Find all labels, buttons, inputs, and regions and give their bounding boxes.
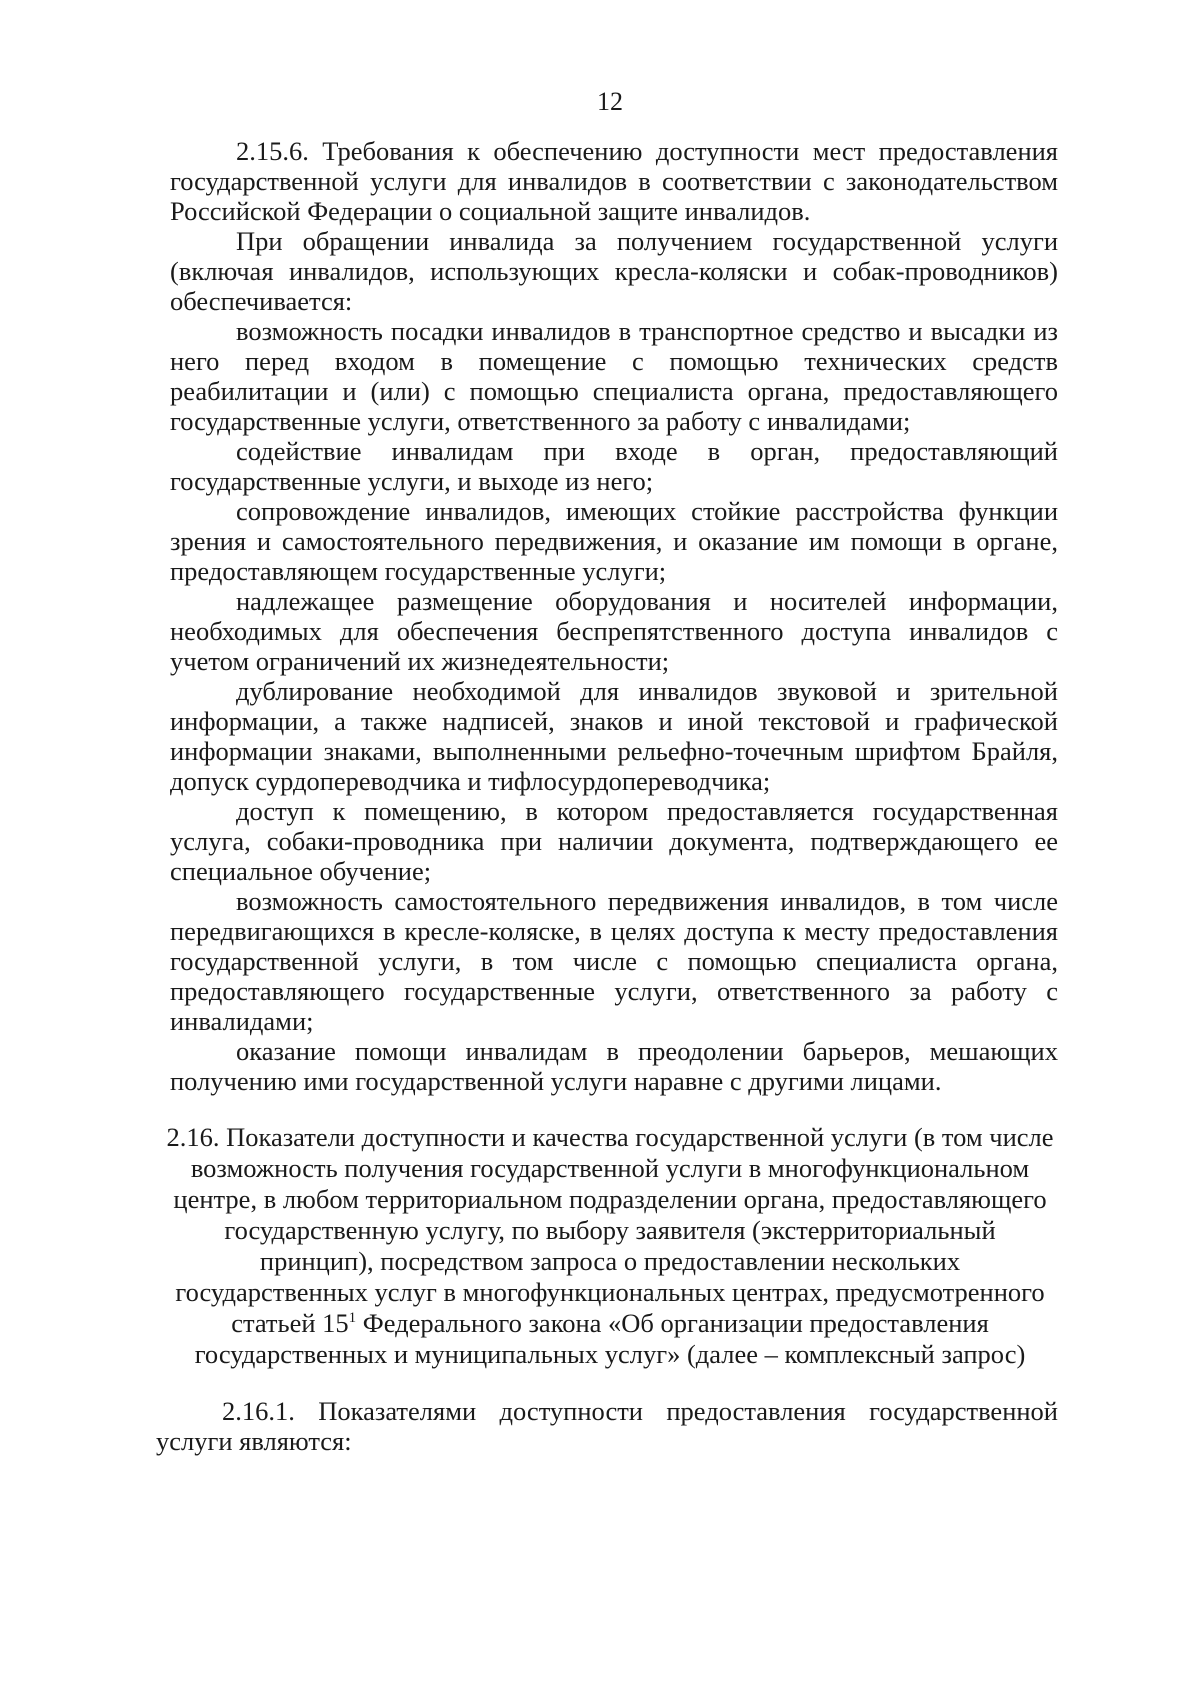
list-item: возможность посадки инвалидов в транспортное средство и высадки из него перед входом в помещение с помощью технических средств реабилитации и (или) с помощью специалиста органа, предоставляющего государственные услуги, ответственного за работу с инвалидами;: [170, 316, 1058, 436]
list-item: дублирование необходимой для инвалидов звуковой и зрительной информации, а также надписей, знаков и иной текстовой и графической информации знаками, выполненными рельефно-точечным шрифтом Брайля, допуск сурдопереводчика и тифлосурдопереводчика;: [170, 676, 1058, 796]
list-item: доступ к помещению, в котором предоставляется государственная услуга, собаки-проводника при наличии документа, подтверждающего ее специальное обучение;: [170, 796, 1058, 886]
list-item: сопровождение инвалидов, имеющих стойкие расстройства функции зрения и самостоятельного передвижения, и оказание им помощи в органе, предоставляющем государственные услуги;: [170, 496, 1058, 586]
section-2-15-6-title: 2.15.6. Требования к обеспечению доступности мест предоставления государственной услуги для инвалидов в соответствии с законодательством Российской Федерации о социальной защите инвалидов.: [170, 136, 1058, 226]
article-superscript: 1: [348, 1310, 357, 1327]
section-2-16-heading-text: 2.16. Показатели доступности и качества государственной услуги (в том числе возможность получения государственной услуги в многофункциональном центре, в любом территориальном подразделении органа, предоставляющего государственную услугу, по выбору заявителя (экстерриториальный принцип), посредством запроса о предоставлении нескольких государственных услуг в многофункциональных центрах, предусмотренного статьей 15: [166, 1122, 1054, 1338]
section-2-16-heading: [162, 1122, 1058, 1370]
document-body: [156, 136, 1058, 1456]
list-item: оказание помощи инвалидам в преодолении барьеров, мешающих получению ими государственной услуги наравне с другими лицами.: [170, 1036, 1058, 1096]
list-item: надлежащее размещение оборудования и носителей информации, необходимых для обеспечения беспрепятственного доступа инвалидов с учетом ограничений их жизнедеятельности;: [170, 586, 1058, 676]
list-item: возможность самостоятельного передвижения инвалидов, в том числе передвигающихся в кресле-коляске, в целях доступа к месту предоставления государственной услуги, в том числе с помощью специалиста органа, предоставляющего государственные услуги, ответственного за работу с инвалидами;: [170, 886, 1058, 1036]
section-2-15-6-intro: При обращении инвалида за получением государственной услуги (включая инвалидов, использующих кресла-коляски и собак-проводников) обеспечивается:: [170, 226, 1058, 316]
section-2-16-heading-tail: Федерального закона «Об организации предоставления государственных и муниципальных услуг» (далее – комплексный запрос): [194, 1308, 1026, 1369]
page-number: 12: [597, 87, 623, 116]
section-2-16-1-text: 2.16.1. Показателями доступности предоставления государственной услуги являются:: [156, 1396, 1058, 1456]
list-item: содействие инвалидам при входе в орган, предоставляющий государственные услуги, и выходе из него;: [170, 436, 1058, 496]
